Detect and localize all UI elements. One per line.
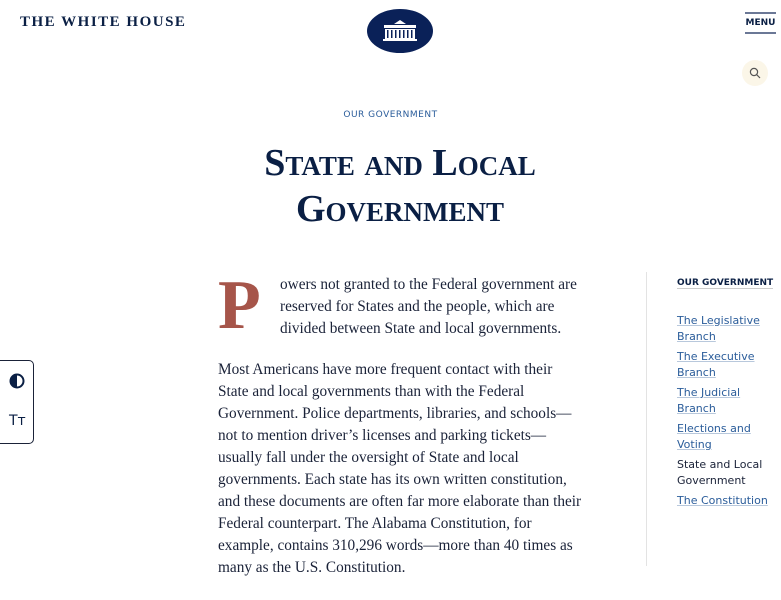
white-house-seal-icon[interactable] — [367, 9, 433, 53]
sidebar-divider — [646, 272, 647, 566]
menu-button[interactable]: MENU — [745, 12, 776, 34]
page-title: State and Local Government — [264, 142, 536, 230]
sidebar-item-state-local: State and Local Government — [677, 458, 763, 487]
search-button[interactable] — [742, 60, 768, 86]
section-sidebar — [677, 275, 777, 513]
search-icon — [749, 67, 761, 79]
sidebar-item-judicial[interactable]: The Judicial Branch — [677, 386, 741, 415]
drop-cap: P — [218, 267, 261, 344]
lead-paragraph: owers not granted to the Federal government are reserved for States and the people, which are divided between State and local governments. — [280, 276, 577, 337]
contrast-icon[interactable] — [9, 373, 25, 393]
article-body — [218, 267, 586, 579]
section-eyebrow[interactable]: OUR GOVERNMENT — [343, 110, 438, 120]
sidebar-heading: OUR GOVERNMENT — [677, 278, 774, 288]
accessibility-toolbar — [0, 360, 34, 444]
sidebar-item-elections[interactable]: Elections and Voting — [677, 422, 751, 451]
body-paragraph: Most Americans have more frequent contact with their State and local governments than with the Federal Government. Police departments, libraries, and schools—not to mention driver’s licenses and parking tickets—usually fall under the oversight of State and local governments. Each state has its own written constitution, and these documents are often far more elaborate than their Federal counterpart. The Alabama Constitution, for example, contains 310,296 words—more than 40 times as many as the U.S. Constitution. — [218, 361, 582, 576]
sidebar-item-executive[interactable]: The Executive Branch — [677, 350, 755, 379]
site-logo-text[interactable]: THE WHITE HOUSE — [20, 14, 187, 30]
text-size-button[interactable]: Tт — [9, 413, 26, 429]
sidebar-item-constitution[interactable]: The Constitution — [677, 494, 768, 507]
sidebar-item-legislative[interactable]: The Legislative Branch — [677, 314, 760, 343]
